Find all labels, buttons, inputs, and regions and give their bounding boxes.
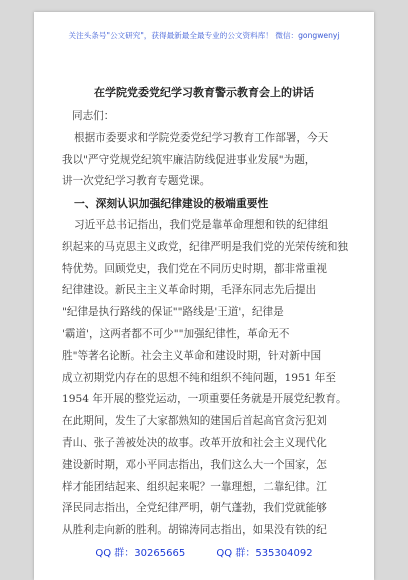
document-title: 在学院党委党纪学习教育警示教育会上的讲话 bbox=[94, 86, 314, 99]
section-paragraph bbox=[62, 215, 348, 542]
paragraph-line: 特优势。回顾党史，我们党在不同历史时期，都非常重视 bbox=[62, 262, 327, 275]
paragraph-line: 讲一次党纪学习教育专题党课。 bbox=[62, 175, 211, 188]
paragraph-line: 纪律建设。新民主主义革命时期，毛泽东同志先后提出 bbox=[62, 284, 317, 297]
paragraph-line: 1954 年开展的整党运动，一项重要任务就是开展党纪教育。 bbox=[62, 393, 347, 406]
paragraph-line: 我以"严守党规党纪筑牢廉洁防线促进事业发展"为题， bbox=[62, 153, 316, 166]
paragraph-line: 胜"等著名论断。社会主义革命和建设时期，针对新中国 bbox=[62, 349, 322, 362]
paragraph-line: 青山、张子善被处决的故事。改革开放和社会主义现代化 bbox=[62, 436, 327, 449]
paragraph-line: 样才能团结起来、组织起来呢？一靠理想，二靠纪律。江 bbox=[62, 480, 327, 493]
qq-group-2: QQ 群：535304092 bbox=[216, 548, 313, 559]
paragraph-line: '霸道'，这两者都不可少""加强纪律性，革命无不 bbox=[62, 327, 290, 340]
paragraph-line: 成立初期党内存在的思想不纯和组织不纯问题，1951 年至 bbox=[62, 371, 336, 384]
salutation bbox=[62, 106, 348, 128]
page-header-banner: 关注头条号"公文研究"，获得最新最全最专业的公文资料库！ 微信：gongwenyj bbox=[68, 31, 340, 40]
document-body bbox=[62, 106, 348, 542]
paragraph-line: 织起来的马克思主义政党，纪律严明是我们党的光荣传统和独 bbox=[62, 240, 349, 253]
paragraph-line: 习近平总书记指出，我们党是靠革命理想和铁的纪律组 bbox=[74, 218, 329, 231]
paragraph-line: "纪律是执行路线的保证""路线是'王道'，纪律是 bbox=[62, 306, 284, 319]
section-heading-text: 一、深刻认识加强纪律建设的极端重要性 bbox=[74, 197, 269, 211]
intro-paragraph bbox=[62, 128, 348, 193]
salutation-line: 同志们： bbox=[72, 110, 115, 122]
paragraph-line: 泽民同志指出，全党纪律严明，朝气蓬勃，我们党就能够 bbox=[62, 502, 327, 515]
qq-group-1: QQ 群：30265665 bbox=[95, 548, 186, 559]
document-page bbox=[34, 12, 374, 580]
page-footer bbox=[34, 544, 374, 559]
paragraph-line: 根据市委要求和学院党委党纪学习教育工作部署，今天 bbox=[74, 131, 329, 144]
paragraph-line: 在此期间，发生了大家都熟知的建国后首起高官贪污犯刘 bbox=[62, 415, 327, 428]
paragraph-line: 从胜利走向新的胜利。胡锦涛同志指出，如果没有铁的纪 bbox=[62, 524, 327, 537]
paragraph-line: 建设新时期，邓小平同志指出，我们这么大一个国家，怎 bbox=[62, 458, 327, 471]
section-heading bbox=[62, 193, 348, 215]
